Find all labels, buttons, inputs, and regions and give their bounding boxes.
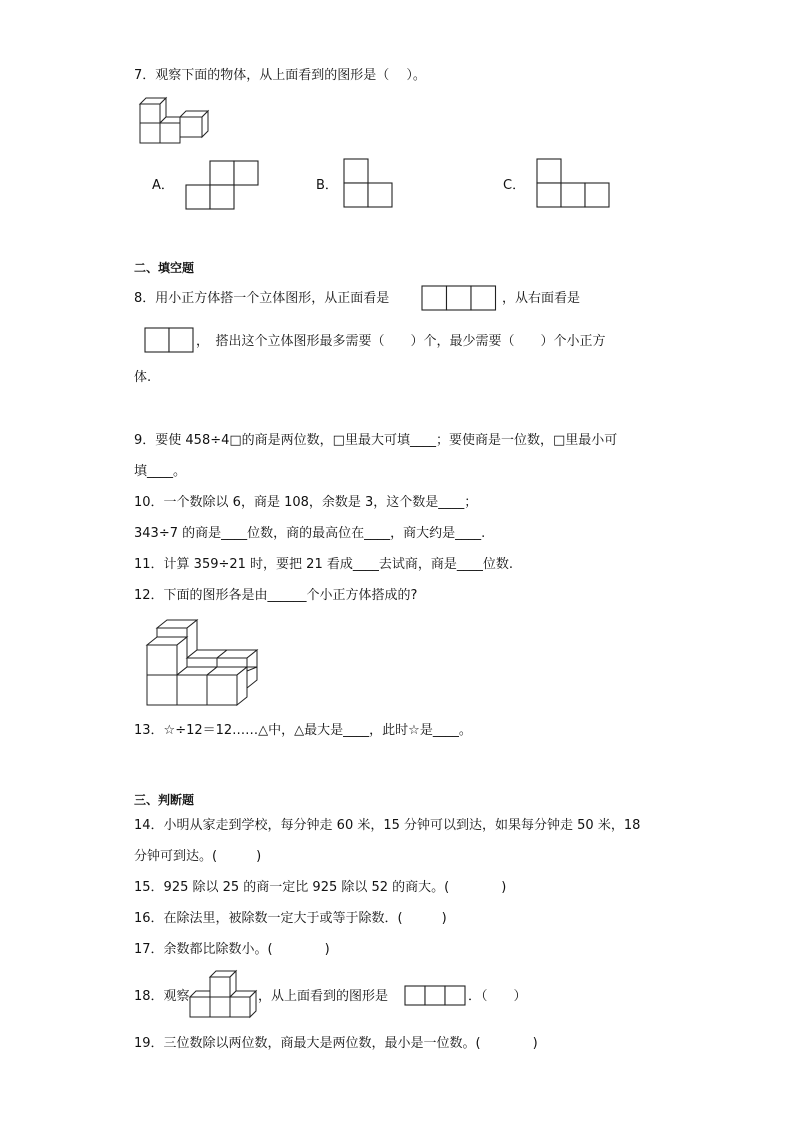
q18-text-part1: 18．观察 <box>134 989 190 1004</box>
q15-text: 15．925 除以 25 的商一定比 925 除以 52 的商大。( ) <box>134 880 507 895</box>
q8-front-view-grid <box>422 286 502 314</box>
q8-text-part4: 体. <box>134 370 152 385</box>
q18-top-view-grid <box>405 986 477 1010</box>
q7-cube-figure <box>137 97 217 147</box>
q16-text: 16．在除法里，被除数一定大于或等于除数．( ) <box>134 911 447 926</box>
q9-line1: 9．要使 458÷4□的商是两位数，□里最大可填____；要使商是一位数，□里最小可 <box>134 433 618 448</box>
q12-text: 12．下面的图形各是由______个小正方体搭成的? <box>134 588 418 603</box>
q7-option-a: A． <box>152 178 174 193</box>
q9-line2: 填____。 <box>134 464 187 479</box>
q12-cube-figure <box>145 620 265 710</box>
section-title-true-false: 三、判断题 <box>134 793 195 807</box>
q10-line2: 343÷7 的商是____位数，商的最高位在____，商大约是____. <box>134 526 486 541</box>
q19-text: 19．三位数除以两位数，商最大是两位数，最小是一位数。( ) <box>134 1036 538 1051</box>
q13-text: 13．☆÷12＝12……△中，△最大是____，此时☆是____。 <box>134 723 472 738</box>
q7-text: 7．观察下面的物体，从上面看到的图形是（ ）。 <box>134 68 426 83</box>
q18-text-part2: ，从上面看到的图形是 <box>258 989 389 1004</box>
section-title-fill-in: 二、填空题 <box>134 261 195 275</box>
q7-option-a-grid <box>186 160 266 212</box>
q18-cube-figure <box>188 969 260 1021</box>
q7-option-b-grid <box>344 158 400 210</box>
q18-text-part3: ．（ ） <box>468 989 527 1004</box>
q8-text-part2: ，从右面看是 <box>502 291 581 306</box>
q17-text: 17．余数都比除数小。( ) <box>134 942 330 957</box>
q7-option-b: B． <box>316 178 338 193</box>
q7-option-c-grid <box>537 158 617 210</box>
q14-line2: 分钟可到达。( ) <box>134 849 262 864</box>
q10-line1: 10．一个数除以 6，商是 108，余数是 3，这个数是____； <box>134 495 478 510</box>
q14-line1: 14．小明从家走到学校，每分钟走 60 米，15 分钟可以到达，如果每分钟走 50 米，18 <box>134 818 641 833</box>
q8-text-part3: ， 搭出这个立体图形最多需要（ ）个，最少需要（ ）个小正方 <box>196 334 606 349</box>
q11-text: 11．计算 359÷21 时，要把 21 看成____去试商，商是____位数. <box>134 557 513 572</box>
q7-option-c: C． <box>503 178 526 193</box>
q8-text-part1: 8．用小正方体搭一个立体图形，从正面看是 <box>134 291 390 306</box>
q8-right-view-grid <box>145 328 201 356</box>
